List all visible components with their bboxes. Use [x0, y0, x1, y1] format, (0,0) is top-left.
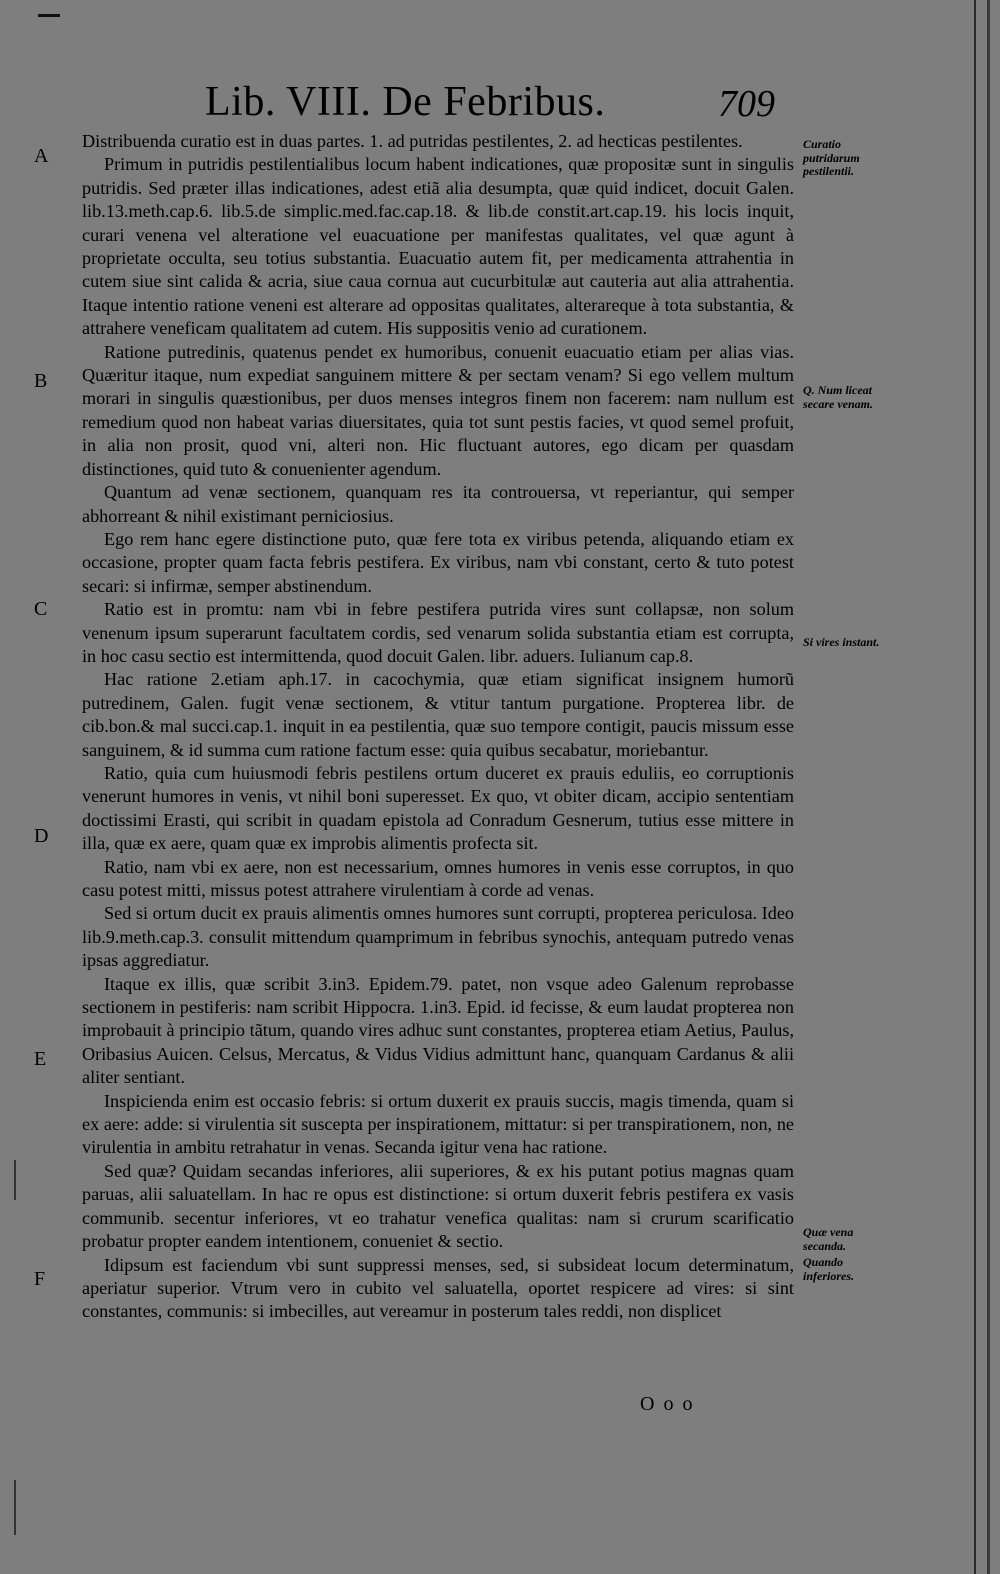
- section-letter-d: D: [34, 825, 49, 847]
- paragraph: Ratio est in promtu: nam vbi in febre pestifera putrida vires sunt collapsæ, non solum venenum ipsum superarunt facultatem cordis, sed venarum solida substantia etiam est corrupta, in hoc casu sectio est intermittenda, quod docuit Galen. libr. aduers. Iulianum cap.8.: [82, 599, 794, 666]
- page-binding-edge: [974, 0, 990, 1574]
- paragraph: Itaque ex illis, quæ scribit 3.in3. Epidem.79. patet, non vsque adeo Galenum reprobasse sectionem in pestiferis: nam scribit Hippocra. 1.in3. Epid. id fecisse, & eum laudat propterea non improbauit à principio tãtum, quando vires adhuc sunt constantes, propterea etiam Aetius, Paulus, Oribasius Auicen. Celsus, Mercatus, & Vidus Vidius admittunt hanc, quanquam Cardanus & alii aliter sentiant.: [82, 973, 794, 1088]
- marginal-note: Quando inferiores.: [803, 1255, 854, 1283]
- paragraph: Primum in putridis pestilentialibus locum habent indicationes, quæ propositæ sunt in singulis putridis. Sed præter illas indicationes, adest etiã alia desumpta, quæ quid indicet, docuit Galen. lib.13.meth.cap.6. lib.5.de simplic.med.fac.cap.18. & lib.de constit.art.cap.19. his locis inquit, curari venena vel alteratione vel euacuatione per manifestas qualitates, vel quæ agunt à proprietate occulta, seu totius substantia. Euacuatio autem fit, per medicamenta attrahentia in cutem siue sint calida & acria, siue caua cornua aut cucurbitulæ aut cauteria aut alia attrahentia. Itaque intentio ratione veneni est alterare ad oppositas qualitates, alterareque à tota substantia, & attrahere veneficam qualitatem ad cutem. His suppositis venio ad curationem.: [82, 154, 794, 339]
- section-letter-c: C: [34, 598, 48, 620]
- edge-mark-left: [14, 1160, 16, 1200]
- running-title: Lib. VIII. De Febribus.: [205, 79, 606, 125]
- section-letter-f: F: [34, 1268, 46, 1290]
- paragraph: Ego rem hanc egere distinctione puto, quæ fere tota ex viribus petenda, aliquando etiam ex occasione, propter quam facta febris pestifera. Ex viribus, nam vbi constant, certo & tuto potest secari: si infirmæ, semper abstinendum.: [82, 528, 794, 596]
- marginal-note: Q. Num liceat secare venam.: [803, 383, 873, 411]
- marginal-note: Quæ vena secanda.: [803, 1225, 854, 1253]
- gathering-signature: O o o: [640, 1393, 695, 1415]
- marginal-note: Si vires instant.: [803, 635, 880, 649]
- paragraph: Idipsum est faciendum vbi sunt suppressi menses, sed, si subsideat locum determinatum, aperiatur superior. Vtrum vero in cubito vel saluatella, oportet respicere ad vires: si sint constantes, communis: si imbecilles, aut vereamur in posterum tales reddi, non displicet: [82, 1254, 794, 1322]
- edge-mark-left: [14, 1480, 16, 1535]
- main-text: [82, 130, 794, 1324]
- edge-mark: [38, 14, 60, 17]
- page-number: 709: [718, 83, 775, 125]
- paragraph: Sed si ortum ducit ex prauis alimentis omnes humores sunt corrupti, propterea periculosa. Ideo lib.9.meth.cap.3. consulit mittendum quamprimum in febribus synochis, antequam putredo venas ipsas aggrediatur.: [82, 903, 794, 971]
- section-letter-b: B: [34, 370, 48, 392]
- paragraph: Hac ratione 2.etiam aph.17. in cacochymia, quæ etiam significat insignem humorũ putredinem, Galen. fugit venæ sectionem, & vtitur tantum purgatione. Propterea libr. de cib.bon.& mal succi.cap.1. inquit in ea pestilentia, quæ suo tempore contigit, paucis missum esse sanguinem, & id summa cum ratione factum esse: quia quibus secabatur, moriebantur.: [82, 669, 794, 760]
- paragraph: Ratio, nam vbi ex aere, non est necessarium, omnes humores in venis esse corruptos, in quo casu potest mitti, missus potest attrahere virulentiam à corde ad venas.: [82, 856, 794, 900]
- paragraph: Sed quæ? Quidam secandas inferiores, alii superiores, & ex his putant potius magnas quam paruas, alii saluatellam. In hac re opus est distinctione: si ortum duxerit febris pestifera ex vasis communib. secentur inferiores, vt eo trahatur venefica qualitas: nam si crurum scarificatio probatur propter eandem intentionem, conueniet & sectio.: [82, 1160, 794, 1252]
- paragraph: Ratio, quia cum huiusmodi febris pestilens ortum duceret ex prauis eduliis, eo corruptionis venerunt humores in venis, vt nihil boni superesset. Ex quo, vt obiter dicam, accipio sententiam doctissimi Erasti, qui scribit in quadam epistola ad Conradum Gesnerum, tutius esse mittere in illa, quæ ex aere, quam quæ ex improbis alimentis profecta sit.: [82, 762, 794, 854]
- paragraph: Inspicienda enim est occasio febris: si ortum duxerit ex prauis succis, magis timenda, quam si ex aere: adde: si virulentia sit suscepta per inspirationem, mittatur: si per transpirationem, non, ne virulentia in ambitu retrahatur in venas. Secanda igitur vena hac ratione.: [82, 1090, 794, 1158]
- paragraph: Distribuenda curatio est in duas partes. 1. ad putridas pestilentes, 2. ad hecticas pestilentes.: [82, 131, 743, 151]
- marginal-note: Curatio putridarum pestilentii.: [803, 137, 860, 178]
- paragraph: Quantum ad venæ sectionem, quanquam res ita controuersa, vt reperiantur, qui semper abhorreant & nihil existimant perniciosius.: [82, 482, 794, 526]
- section-letter-a: A: [34, 145, 49, 167]
- section-letter-e: E: [34, 1048, 47, 1070]
- paragraph: Ratione putredinis, quatenus pendet ex humoribus, conuenit euacuatio etiam per alias vias. Quæritur itaque, num expediat sanguinem mittere & per sectam venam? Si ego vellem multum morari in singulis quæstionibus, per duos menses integros finem non facerem: nam nullum est remedium quod non habeat varias diuersitates, quia tot sunt pestis facies, vt quod semel profuit, in alia non prosit, quod vni, alteri non. Hic fluctuant autores, ego dicam per quasdam distinctiones, quid tuto & conuenienter agendum.: [82, 341, 794, 479]
